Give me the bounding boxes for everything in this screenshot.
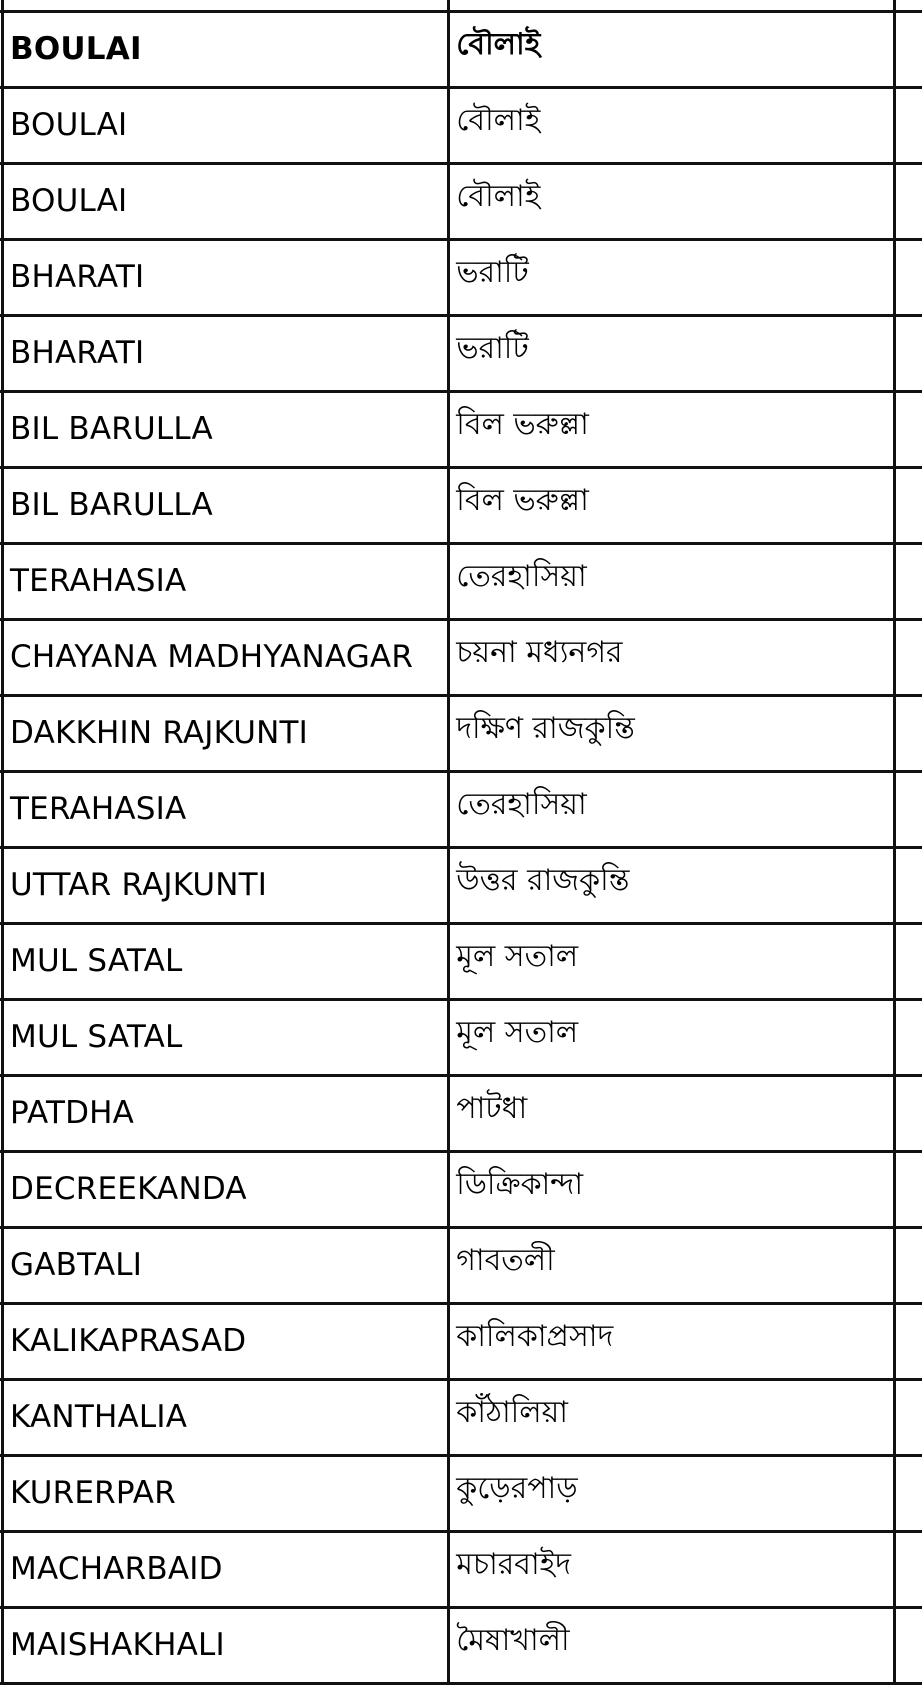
table-row	[0, 544, 922, 620]
bengali-name-cell: দক্ষিণ রাজকুন্তি	[449, 696, 895, 772]
english-name-cell: KALIKAPRASAD	[3, 1304, 449, 1380]
table-row	[0, 1000, 922, 1076]
right-edge-cell	[895, 316, 922, 392]
table-row	[0, 164, 922, 240]
table-row	[0, 316, 922, 392]
right-edge-cell	[895, 12, 922, 88]
bengali-name-cell: উত্তর রাজকুন্তি	[449, 848, 895, 924]
right-edge-cell	[895, 848, 922, 924]
english-name-cell: BOULAI	[3, 164, 449, 240]
english-name-cell: TERAHASIA	[3, 772, 449, 848]
table-row	[0, 88, 922, 164]
right-edge-cell	[895, 620, 922, 696]
right-edge-cell	[895, 1304, 922, 1380]
right-edge-cell	[895, 0, 922, 12]
english-name-cell: DECREEKANDA	[3, 1152, 449, 1228]
english-name-cell: MUL SATAL	[3, 924, 449, 1000]
table-row	[0, 1608, 922, 1684]
table-row	[0, 12, 922, 88]
english-name-cell: UTTAR RAJKUNTI	[3, 848, 449, 924]
bengali-name-cell: গাবতলী	[449, 1228, 895, 1304]
table-row	[0, 696, 922, 772]
english-name-cell: BIL BARULLA	[3, 392, 449, 468]
table-row	[0, 620, 922, 696]
bengali-name-cell: ভরাটি	[449, 316, 895, 392]
english-name-cell: PATDHA	[3, 1076, 449, 1152]
right-edge-cell	[895, 164, 922, 240]
right-edge-cell	[895, 1532, 922, 1608]
right-edge-cell	[895, 392, 922, 468]
table-row	[0, 1456, 922, 1532]
table-row	[0, 1304, 922, 1380]
bengali-name-cell: মূল সতাল	[449, 1000, 895, 1076]
right-edge-cell	[895, 468, 922, 544]
bengali-name-cell: বিল ভরুল্লা	[449, 468, 895, 544]
table-row	[0, 468, 922, 544]
right-edge-cell	[895, 88, 922, 164]
table-row	[0, 1380, 922, 1456]
right-edge-cell	[895, 1152, 922, 1228]
right-edge-cell	[895, 240, 922, 316]
bengali-name-cell: কাঁঠালিয়া	[449, 1380, 895, 1456]
right-edge-cell	[895, 1380, 922, 1456]
english-name-cell: MUL SATAL	[3, 1000, 449, 1076]
table-row	[0, 1532, 922, 1608]
bengali-name-cell: মৈষাখালী	[449, 1608, 895, 1684]
right-edge-cell	[895, 544, 922, 620]
table-row	[0, 1152, 922, 1228]
english-name-cell: BIL BARULLA	[3, 468, 449, 544]
bengali-name-cell: চয়না মধ্যনগর	[449, 620, 895, 696]
english-name-cell: GABTALI	[3, 1228, 449, 1304]
english-name-cell: BHARATI	[3, 240, 449, 316]
bengali-name-cell: মচারবাইদ	[449, 1532, 895, 1608]
table-row	[0, 772, 922, 848]
table-row	[0, 848, 922, 924]
english-name-cell: KANTHALIA	[3, 1380, 449, 1456]
cut-off-header-row	[0, 0, 922, 12]
english-name-cell: BOULAI	[3, 88, 449, 164]
table-row	[0, 240, 922, 316]
right-edge-cell	[895, 1000, 922, 1076]
bengali-name-cell: ভরাটি	[449, 240, 895, 316]
bengali-name-cell: বৌলাই	[449, 88, 895, 164]
bengali-name-cell: ডিক্রিকান্দা	[449, 1152, 895, 1228]
english-name-cell: DAKKHIN RAJKUNTI	[3, 696, 449, 772]
english-name-cell: MAISHAKHALI	[3, 1608, 449, 1684]
right-edge-cell	[895, 696, 922, 772]
english-name-cell: BOULAI	[3, 12, 449, 88]
right-edge-cell	[895, 1228, 922, 1304]
bengali-name-cell: তেরহাসিয়া	[449, 772, 895, 848]
cut-off-cell	[3, 0, 449, 12]
table-row	[0, 392, 922, 468]
right-edge-cell	[895, 924, 922, 1000]
right-edge-cell	[895, 1456, 922, 1532]
bengali-name-cell: মূল সতাল	[449, 924, 895, 1000]
cut-off-cell	[449, 0, 895, 12]
bengali-name-cell: বৌলাই	[449, 164, 895, 240]
right-edge-cell	[895, 772, 922, 848]
english-name-cell: KURERPAR	[3, 1456, 449, 1532]
bengali-name-cell: বিল ভরুল্লা	[449, 392, 895, 468]
bengali-name-cell: বৌলাই	[449, 12, 895, 88]
bengali-name-cell: তেরহাসিয়া	[449, 544, 895, 620]
english-name-cell: CHAYANA MADHYANAGAR	[3, 620, 449, 696]
bengali-name-cell: কালিকাপ্রসাদ	[449, 1304, 895, 1380]
english-name-cell: MACHARBAID	[3, 1532, 449, 1608]
bengali-name-cell: পাটধা	[449, 1076, 895, 1152]
table-row	[0, 1076, 922, 1152]
right-edge-cell	[895, 1608, 922, 1684]
table-row	[0, 1228, 922, 1304]
english-name-cell: TERAHASIA	[3, 544, 449, 620]
english-name-cell: BHARATI	[3, 316, 449, 392]
bengali-name-cell: কুড়েরপাড়	[449, 1456, 895, 1532]
right-edge-cell	[895, 1076, 922, 1152]
table-row	[0, 924, 922, 1000]
